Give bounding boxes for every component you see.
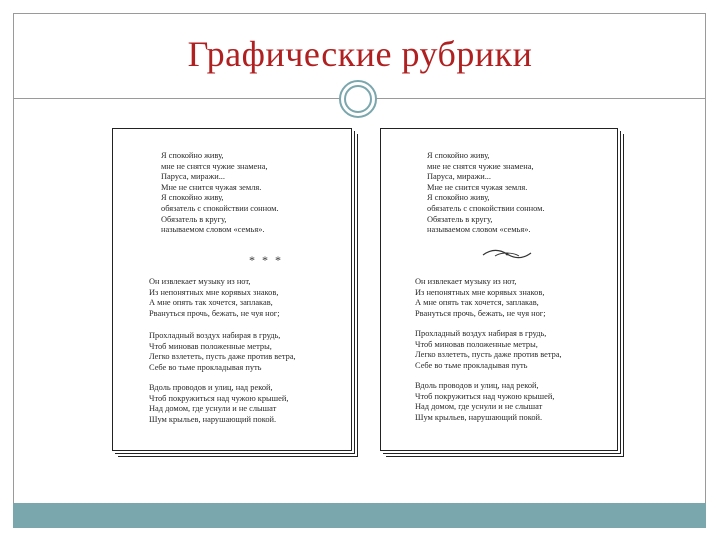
poem-line: Обязатель в кругу, — [161, 214, 227, 224]
asterisk-separator: * * * — [249, 253, 283, 267]
poem-line: называемом словом «семья». — [427, 225, 531, 235]
poem-line: обязатель с спокойствии сонном. — [427, 203, 545, 213]
poem-line: Легко взлететь, пусть даже против ветра, — [149, 352, 296, 362]
poem-line: Мне не снится чужая земля. — [161, 182, 262, 192]
left-stanza-4 — [149, 383, 288, 425]
poem-line: Он извлекает музыку из нот, — [149, 277, 251, 286]
poem-line: Из непонятных мне корявых знаков, — [149, 287, 279, 297]
poem-line: Себе во тьме прокладывая путь — [415, 360, 528, 370]
right-stanza-2 — [415, 277, 546, 319]
poem-line: А мне опять так хочется, заплакав, — [149, 298, 273, 308]
poem-line: Он извлекает музыку из нот, — [415, 277, 517, 286]
poem-line: Чтоб покружиться над чужою крышей, — [149, 393, 289, 403]
poem-line: Вдоль проводов и улиц, над рекой, — [149, 383, 273, 392]
poem-line: Чтоб миновав положенные метры, — [149, 341, 272, 351]
left-stanza-1 — [161, 151, 279, 236]
double-ring-ornament-icon — [338, 79, 378, 119]
slide-title: Графические рубрики — [187, 34, 533, 74]
poem-line: Обязатель в кругу, — [427, 214, 493, 224]
poem-line: Я спокойно живу, — [427, 193, 490, 203]
right-stanza-3 — [415, 329, 562, 371]
right-stanza-1 — [427, 151, 545, 236]
poem-line: Я спокойно живу, — [161, 151, 224, 160]
poem-line: Рвануться прочь, бежать, не чуя ног; — [149, 308, 280, 318]
poem-line: мне не снятся чужие знамена, — [427, 161, 534, 171]
poem-line: мне не снятся чужие знамена, — [161, 161, 268, 171]
poem-line: Из непонятных мне корявых знаков, — [415, 287, 545, 297]
poem-line: Я спокойно живу, — [427, 151, 490, 160]
poem-line: Вдоль проводов и улиц, над рекой, — [415, 381, 539, 390]
poem-line: Паруса, миражи... — [161, 172, 225, 182]
poem-line: обязатель с спокойствии сонном. — [161, 203, 279, 213]
flourish-divider-icon — [481, 247, 533, 261]
poem-line: Себе во тьме прокладывая путь — [149, 362, 262, 372]
poem-line: Шум крыльев, нарушающий покой. — [149, 414, 277, 424]
left-stanza-2 — [149, 277, 280, 319]
poem-line: Прохладный воздух набирая в грудь, — [149, 331, 281, 340]
poem-line: Прохладный воздух набирая в грудь, — [415, 329, 547, 338]
poem-line: Чтоб миновав положенные метры, — [415, 339, 538, 349]
left-stanza-3 — [149, 331, 296, 373]
poem-line: Чтоб покружиться над чужою крышей, — [415, 391, 555, 401]
left-book-page — [112, 128, 352, 451]
poem-line: Рвануться прочь, бежать, не чуя ног; — [415, 308, 546, 318]
poem-line: Мне не снится чужая земля. — [427, 182, 528, 192]
poem-line: Шум крыльев, нарушающий покой. — [415, 412, 543, 422]
right-book-page — [380, 128, 618, 451]
poem-line: Легко взлететь, пусть даже против ветра, — [415, 350, 562, 360]
footer-accent-bar — [13, 503, 706, 528]
poem-line: Паруса, миражи... — [427, 172, 491, 182]
poem-line: Над домом, где уснули и не слышат — [415, 402, 543, 412]
poem-line: Над домом, где уснули и не слышат — [149, 404, 277, 414]
poem-line: называемом словом «семья». — [161, 225, 265, 235]
poem-line: Я спокойно живу, — [161, 193, 224, 203]
poem-line: А мне опять так хочется, заплакав, — [415, 298, 539, 308]
right-stanza-4 — [415, 381, 554, 423]
